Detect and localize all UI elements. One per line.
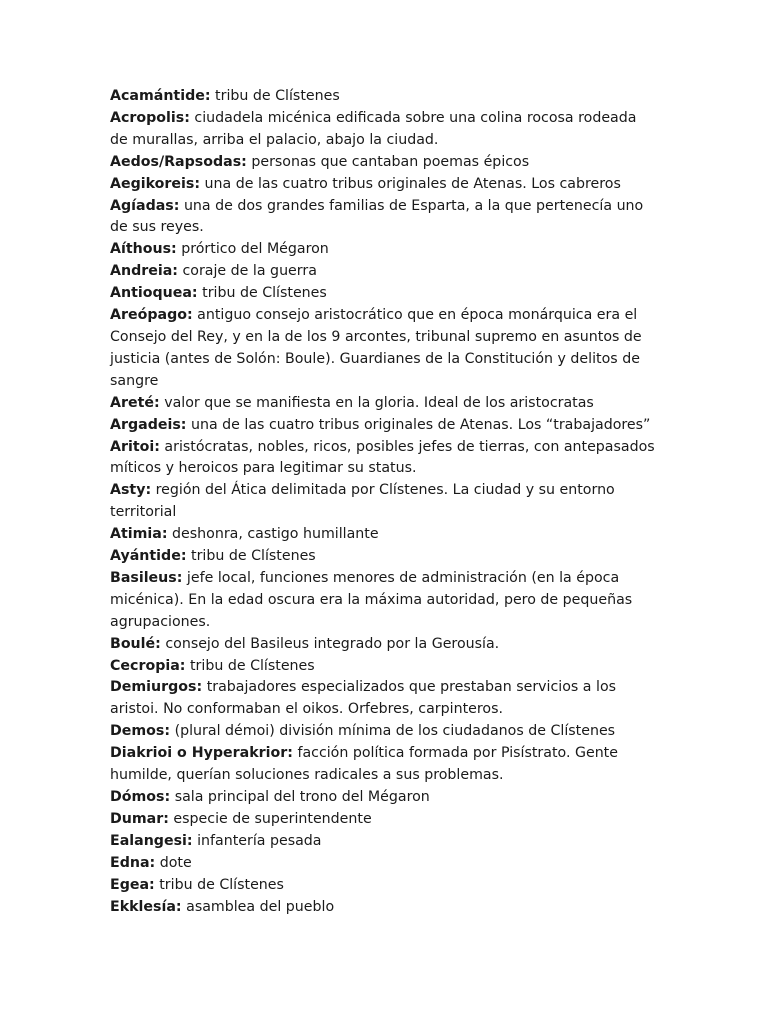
glossary-definition: jefe local, funciones menores de administración (en la época micénica). En la edad oscura era la máxima autoridad, pero de pequeñas agrupaciones. — [110, 569, 633, 630]
glossary-term: Antioquea: — [110, 285, 198, 302]
glossary-definition: prórtico del Mégaron — [181, 241, 329, 258]
glossary-entry — [110, 568, 655, 634]
glossary-term: Diakrioi o Hyperakrior: — [110, 745, 293, 762]
glossary-definition: antiguo consejo aristocrático que en época monárquica era el Consejo del Rey, y en la de los 9 arcontes, tribunal supremo en asuntos de justicia (antes de Solón: Boule). Guardianes de la Constitución y delitos de sangre — [110, 307, 642, 389]
glossary-definition: asamblea del pueblo — [186, 898, 335, 915]
glossary-term: Acropolis: — [110, 109, 190, 126]
glossary-term: Areté: — [110, 394, 160, 411]
glossary-term: Acamántide: — [110, 88, 211, 104]
glossary-entry — [110, 174, 655, 196]
glossary-entry — [110, 787, 655, 809]
glossary-definition: una de las cuatro tribus originales de Atenas. Los “trabajadores” — [190, 416, 651, 433]
glossary-entry — [110, 853, 655, 875]
glossary-term: Egea: — [110, 876, 155, 893]
glossary-entry — [110, 656, 655, 678]
glossary-entry — [110, 305, 655, 393]
glossary-term: Atimia: — [110, 526, 168, 543]
glossary-term: Ealangesi: — [110, 832, 193, 849]
glossary-entry — [110, 108, 655, 152]
glossary-term: Edna: — [110, 854, 156, 871]
glossary-definition: región del Ática delimitada por Clístenes. La ciudad y su entorno territorial — [110, 482, 615, 521]
glossary-page — [110, 86, 655, 918]
glossary-definition: valor que se manifiesta en la gloria. Ideal de los aristocratas — [164, 394, 594, 411]
glossary-entry — [110, 809, 655, 831]
glossary-term: Demos: — [110, 723, 171, 740]
glossary-entry — [110, 283, 655, 305]
glossary-term: Aritoi: — [110, 438, 160, 455]
glossary-entry — [110, 634, 655, 656]
glossary-definition: facción política formada por Pisístrato. Gente humilde, querían soluciones radicales a sus problemas. — [110, 745, 618, 784]
glossary-definition: ciudadela micénica edificada sobre una colina rocosa rodeada de murallas, arriba el palacio, abajo la ciudad. — [110, 109, 637, 148]
glossary-definition: especie de superintendente — [173, 810, 372, 827]
glossary-term: Aedos/Rapsodas: — [110, 153, 247, 170]
glossary-term: Ekklesía: — [110, 898, 182, 915]
glossary-definition: tribu de Clístenes — [202, 285, 327, 302]
glossary-term: Areópago: — [110, 307, 193, 324]
glossary-definition: una de dos grandes familias de Esparta, a la que pertenecía uno de sus reyes. — [110, 197, 644, 236]
glossary-term: Aegikoreis: — [110, 175, 201, 192]
glossary-entry — [110, 546, 655, 568]
glossary-term: Ayántide: — [110, 548, 187, 565]
glossary-entry — [110, 743, 655, 787]
glossary-term: Cecropia: — [110, 657, 186, 674]
glossary-term: Boulé: — [110, 635, 161, 652]
glossary-term: Demiurgos: — [110, 679, 203, 696]
glossary-entry — [110, 196, 655, 240]
glossary-entry — [110, 524, 655, 546]
glossary-entry — [110, 415, 655, 437]
glossary-entry — [110, 897, 655, 919]
glossary-definition: consejo del Basileus integrado por la Gerousía. — [165, 635, 500, 652]
glossary-definition: tribu de Clístenes — [159, 876, 284, 893]
glossary-definition: dote — [159, 854, 192, 871]
glossary-definition: trabajadores especializados que prestaban servicios a los aristoi. No conformaban el oikos. Orfebres, carpinteros. — [110, 679, 617, 718]
glossary-definition: deshonra, castigo humillante — [172, 526, 379, 543]
glossary-entry — [110, 152, 655, 174]
glossary-term: Dumar: — [110, 810, 169, 827]
glossary-definition: tribu de Clístenes — [191, 548, 316, 565]
glossary-definition: (plural démoi) división mínima de los ciudadanos de Clístenes — [174, 723, 616, 740]
glossary-entry — [110, 437, 655, 481]
glossary-term: Aíthous: — [110, 241, 177, 258]
glossary-entry — [110, 677, 655, 721]
glossary-entry — [110, 261, 655, 283]
glossary-term: Argadeis: — [110, 416, 187, 433]
glossary-definition: tribu de Clístenes — [215, 88, 340, 104]
glossary-entry — [110, 393, 655, 415]
glossary-term: Andreia: — [110, 263, 178, 280]
glossary-definition: una de las cuatro tribus originales de Atenas. Los cabreros — [204, 175, 621, 192]
glossary-definition: sala principal del trono del Mégaron — [174, 789, 430, 805]
glossary-entry — [110, 875, 655, 897]
glossary-definition: personas que cantaban poemas épicos — [251, 153, 530, 170]
glossary-term: Basileus: — [110, 569, 183, 586]
glossary-definition: coraje de la guerra — [182, 263, 317, 280]
glossary-definition: infantería pesada — [197, 832, 322, 849]
glossary-term: Dómos: — [110, 789, 171, 805]
glossary-entry — [110, 831, 655, 853]
glossary-term: Asty: — [110, 482, 152, 499]
glossary-entry — [110, 239, 655, 261]
glossary-definition: tribu de Clístenes — [189, 657, 315, 674]
glossary-entry — [110, 480, 655, 524]
glossary-term: Agíadas: — [110, 197, 180, 214]
glossary-entry — [110, 721, 655, 743]
glossary-entry — [110, 86, 655, 108]
glossary-definition: aristócratas, nobles, ricos, posibles jefes de tierras, con antepasados míticos y heroicos para legitimar su status. — [110, 438, 655, 477]
